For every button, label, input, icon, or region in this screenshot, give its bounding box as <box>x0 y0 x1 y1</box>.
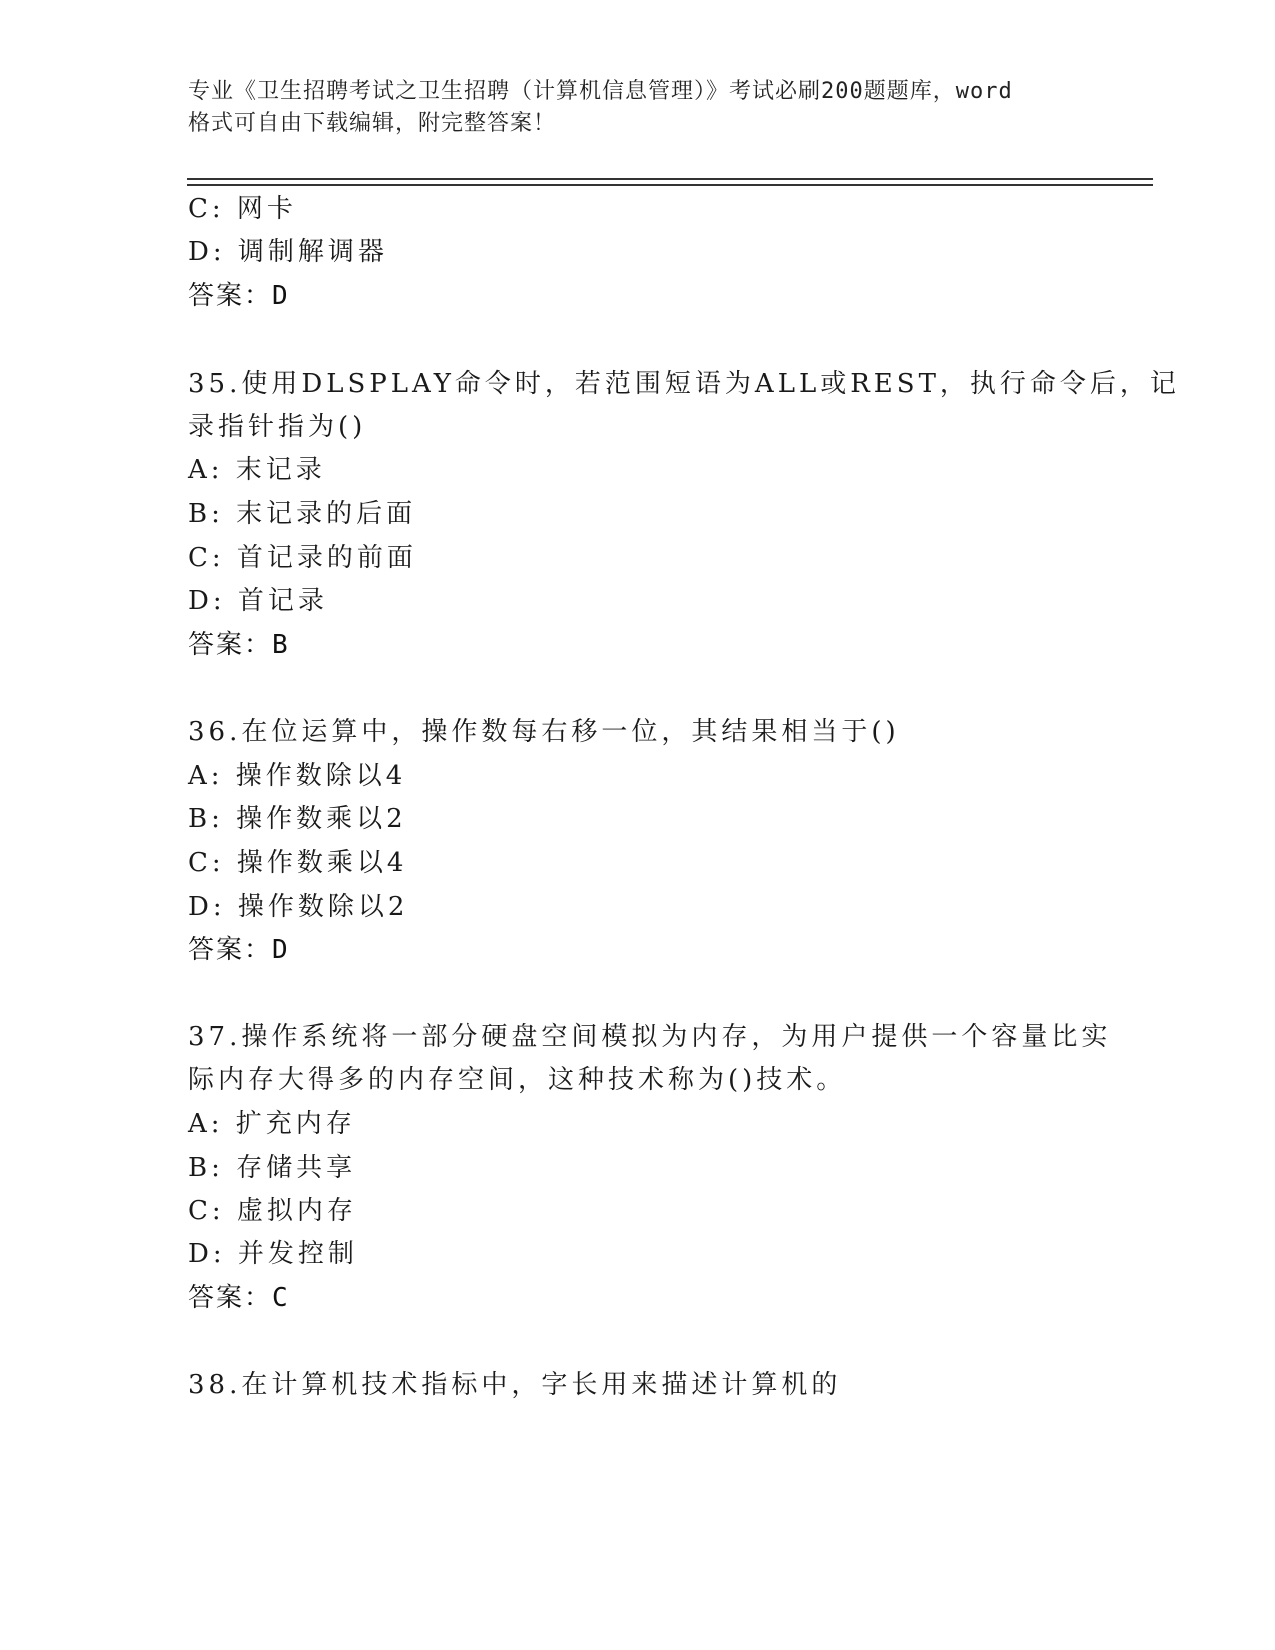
answer-label: 答案：D <box>188 281 290 311</box>
question-35-line-2: 录指针指为() <box>188 412 367 442</box>
option-c: C: 虚拟内存 <box>188 1196 357 1226</box>
option-b: B: 末记录的后面 <box>188 499 417 529</box>
option-c: C: 操作数乘以4 <box>188 848 408 878</box>
header-divider-bottom <box>187 184 1153 186</box>
option-a: A: 操作数除以4 <box>188 761 407 791</box>
option-d: D: 操作数除以2 <box>188 892 409 922</box>
document-header <box>188 76 1088 140</box>
option-d: D: 首记录 <box>188 586 328 616</box>
option-a: A: 扩充内存 <box>188 1109 356 1139</box>
answer-label: 答案：D <box>188 935 290 965</box>
option-d: D: 调制解调器 <box>188 237 388 267</box>
option-a: A: 末记录 <box>188 455 326 485</box>
header-line-2: 格式可自由下载编辑，附完整答案！ <box>188 111 557 136</box>
question-38-line-1: 38.在计算机技术指标中，字长用来描述计算机的 <box>188 1370 842 1400</box>
question-37-line-1: 37.操作系统将一部分硬盘空间模拟为内存，为用户提供一个容量比实 <box>188 1022 1112 1052</box>
option-c: C: 网卡 <box>188 194 297 224</box>
header-divider-top <box>187 178 1153 180</box>
question-36-line-1: 36.在位运算中，操作数每右移一位，其结果相当于() <box>188 717 900 747</box>
header-line-1: 专业《卫生招聘考试之卫生招聘（计算机信息管理）》考试必刷200题题库，word <box>188 79 1013 104</box>
question-35-line-1: 35.使用DLSPLAY命令时，若范围短语为ALL或REST，执行命令后，记 <box>188 369 1180 399</box>
answer-label: 答案：B <box>188 630 290 660</box>
option-d: D: 并发控制 <box>188 1239 358 1269</box>
option-b: B: 操作数乘以2 <box>188 804 407 834</box>
answer-label: 答案：C <box>188 1283 290 1313</box>
question-37-line-2: 际内存大得多的内存空间，这种技术称为()技术。 <box>188 1065 847 1095</box>
option-c: C: 首记录的前面 <box>188 543 417 573</box>
option-b: B: 存储共享 <box>188 1153 357 1183</box>
